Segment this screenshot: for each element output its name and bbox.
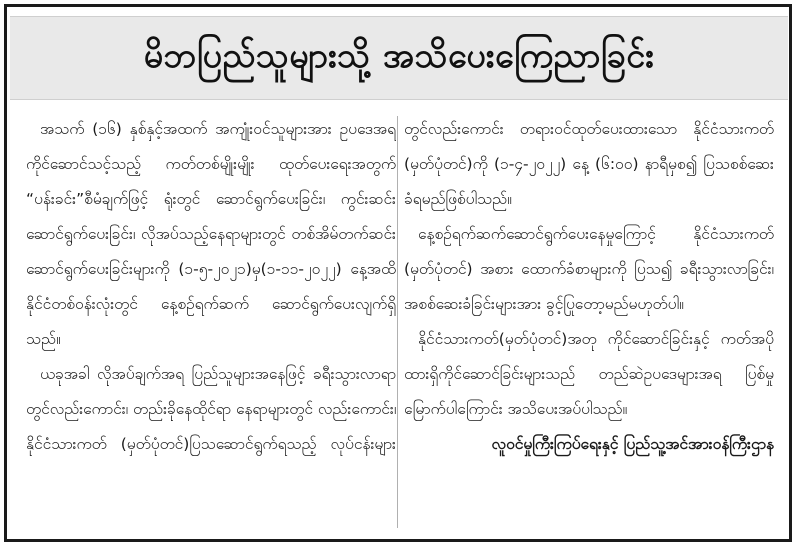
- paragraph-line: အစစ်ဆေးခံခြင်းများအား ခွင့်ပြုတော့မည်မဟုတ်ပါ။: [404, 295, 684, 313]
- title-banner: [10, 16, 788, 100]
- paragraph-line: ကိုင်ဆောင်သင့်သည့် ကတ်တစ်မျိုးမျိုး ထုတ်ပေးရေးအတွက်: [26, 155, 396, 173]
- paragraph-line: ဆောင်ရွက်ပေးခြင်း၊ လိုအပ်သည့်နေရာများတွင် တစ်အိမ်တက်ဆင်း: [26, 225, 396, 243]
- paragraph-line: ယခုအခါ လိုအပ်ချက်အရ ပြည်သူများအနေဖြင့် ခရီးသွားလာရာ: [40, 365, 396, 383]
- paragraph-line: နိုင်ငံတစ်ဝန်းလုံးတွင် နေ့စဉ်ရက်ဆက် ဆောင်ရွက်ပေးလျက်ရှိ: [26, 295, 396, 313]
- paragraph-line: မြောက်ပါကြောင်း အသိပေးအပ်ပါသည်။: [404, 400, 628, 418]
- paragraph-line: (မှတ်ပုံတင်) အစား ထောက်ခံစာများကို ပြသ၍ ခရီးသွားလာခြင်း၊: [404, 260, 774, 278]
- left-column: [26, 112, 396, 532]
- paragraph-line: နိုင်ငံသားကတ်(မှတ်ပုံတင်)အတု ကိုင်ဆောင်ခြင်းနှင့် ကတ်အပို: [418, 330, 774, 348]
- paragraph-line: ဆောင်ရွက်ပေးခြင်းများကို (၁-၅-၂၀၂၁)မှ(၁-၁၁-၂၀၂၂) နေ့အထိ: [26, 260, 396, 278]
- paragraph-line: (မှတ်ပုံတင်)ကို (၁-၄-၂၀၂၂) နေ့ (၆:၀၀) နာရီမှစ၍ ပြသစစ်ဆေး: [404, 155, 774, 173]
- paragraph-line: အသက် (၁၆) နှစ်နှင့်အထက် အကျုံးဝင်သူများအား ဥပဒေအရ: [40, 120, 396, 138]
- paragraph-line: နေ့စဉ်ရက်ဆက်ဆောင်ရွက်ပေးနေမှုကြောင့် နိုင်ငံသားကတ်: [418, 225, 774, 243]
- paragraph-line: ခံရမည်ဖြစ်ပါသည်။: [404, 190, 512, 208]
- paragraph-line: ထားရှိကိုင်ဆောင်ခြင်းများသည် တည်ဆဲဥပဒေများအရ ပြစ်မှု: [404, 365, 774, 383]
- right-column: [404, 112, 774, 532]
- notice-title: မိဘပြည်သူများသို့ အသိပေးကြေညာခြင်း: [143, 35, 655, 76]
- paragraph-line: “ပန်းခင်း”စီမံချက်ဖြင့် ရုံးတွင် ဆောင်ရွက်ပေးခြင်း၊ ကွင်းဆင်း: [26, 190, 396, 208]
- paragraph-line: သည်။: [26, 330, 61, 348]
- issuer-signature: လူဝင်မှုကြီးကြပ်ရေးနှင့် ပြည်သူ့အင်အားဝန်ကြီးဌာန: [491, 435, 774, 453]
- paragraph-line: နိုင်ငံသားကတ် (မှတ်ပုံတင်)ပြသဆောင်ရွက်ရသည့် လုပ်ငန်းများ: [26, 435, 396, 453]
- paragraph-line: တွင်လည်းကောင်း၊ တည်းခိုနေထိုင်ရာ နေရာများတွင် လည်းကောင်း၊: [26, 400, 396, 418]
- column-divider: [397, 116, 398, 528]
- paragraph-line: တွင်လည်းကောင်း တရားဝင်ထုတ်ပေးထားသော နိုင်ငံသားကတ်: [404, 120, 774, 138]
